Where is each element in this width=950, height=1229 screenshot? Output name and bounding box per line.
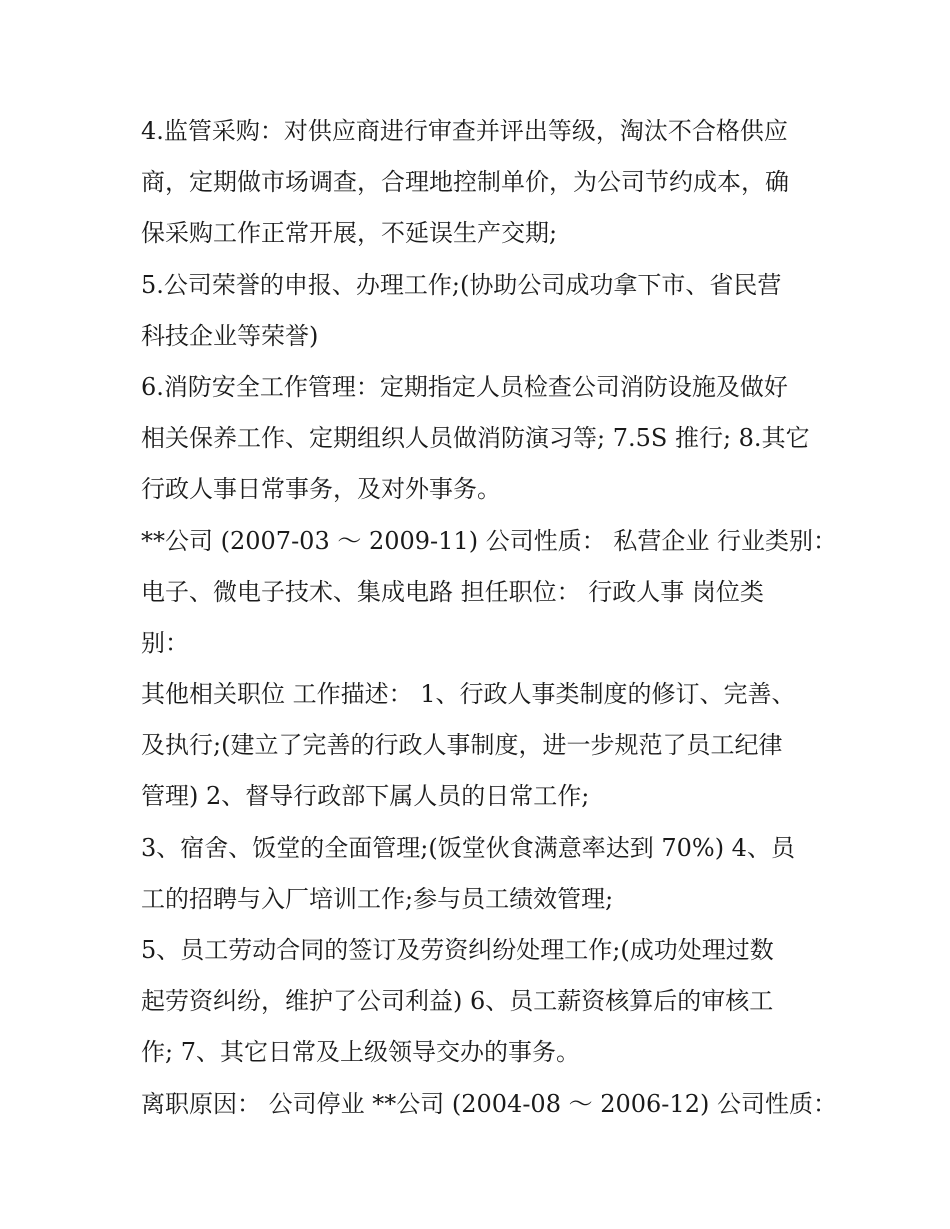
text-line: 3、宿舍、饭堂的全面管理;(饭堂伙食满意率达到 70%) 4、员 (141, 833, 795, 862)
text-line: 6.消防安全工作管理：定期指定人员检查公司消防设施及做好 (141, 372, 788, 401)
text-line: 其他相关职位 工作描述： 1、行政人事类制度的修订、完善、 (141, 680, 796, 709)
text-line: 行政人事日常事务，及对外事务。 (141, 475, 501, 504)
text-line: 管理) 2、督导行政部下属人员的日常工作; (141, 782, 590, 811)
text-line: **公司 (2007-03 ～ 2009-11) 公司性质： 私营企业 行业类别： (141, 526, 837, 555)
text-line: 保采购工作正常开展，不延误生产交期; (141, 219, 558, 248)
text-line: 电子、微电子技术、集成电路 担任职位： 行政人事 岗位类 (141, 577, 764, 606)
text-line: 商，定期做市场调查，合理地控制单价，为公司节约成本，确 (141, 168, 789, 197)
text-line: 5.公司荣誉的申报、办理工作;(协助公司成功拿下市、省民营 (141, 270, 782, 299)
text-line: 作; 7、其它日常及上级领导交办的事务。 (141, 1038, 580, 1067)
text-line: 科技企业等荣誉) (141, 321, 319, 350)
text-line: 相关保养工作、定期组织人员做消防演习等; 7.5S 推行; 8.其它 (141, 424, 810, 453)
document-body (141, 106, 837, 1130)
text-line: 别： (141, 628, 189, 657)
text-line: 起劳资纠纷，维护了公司利益) 6、员工薪资核算后的审核工 (141, 987, 774, 1016)
text-line: 4.监管采购：对供应商进行审查并评出等级，淘汰不合格供应 (141, 117, 788, 145)
text-line: 工的招聘与入厂培训工作;参与员工绩效管理; (141, 884, 614, 913)
text-line: 离职原因： 公司停业 **公司 (2004-08 ～ 2006-12) 公司性质： (141, 1089, 837, 1118)
text-line: 及执行;(建立了完善的行政人事制度，进一步规范了员工纪律 (141, 731, 783, 760)
text-line: 5、员工劳动合同的签订及劳资纠纷处理工作;(成功处理过数 (141, 936, 774, 964)
